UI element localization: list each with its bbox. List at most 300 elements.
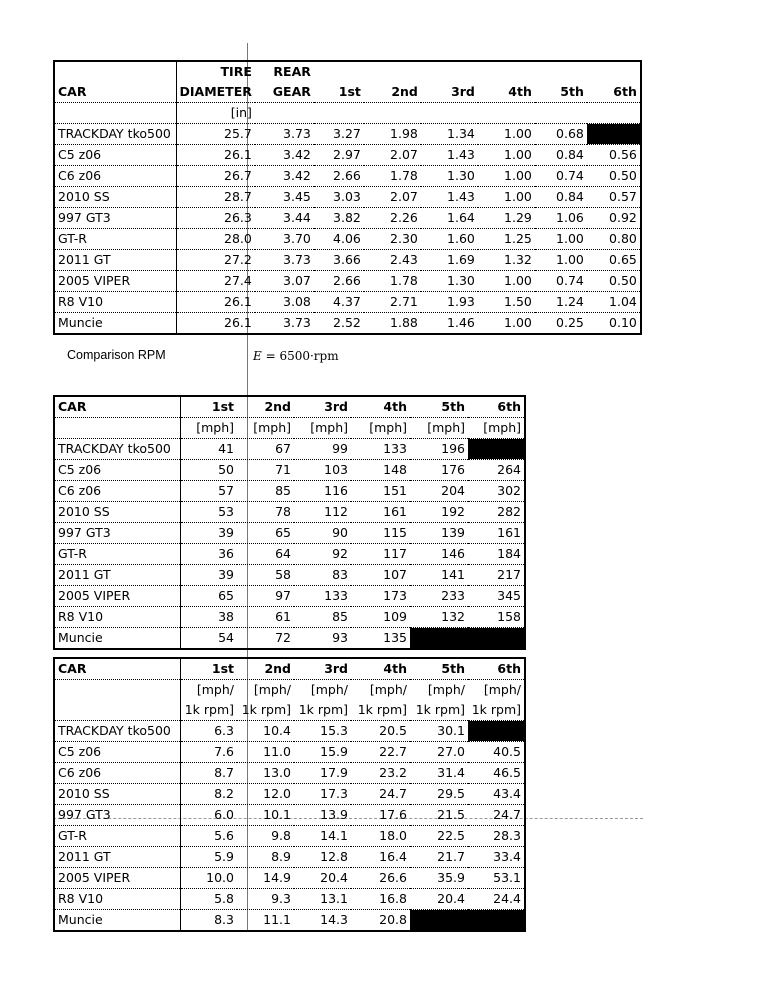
table-cell: 1.00 (478, 271, 535, 292)
table-row (54, 229, 641, 250)
table-cell: 4.37 (314, 292, 364, 313)
table-cell: [in] (176, 103, 255, 124)
table-cell: 13.9 (294, 805, 351, 826)
table-cell: 30.1 (410, 721, 468, 742)
table-cell: 90 (294, 523, 351, 544)
table-cell: 26.1 (176, 313, 255, 335)
table-cell: 1.43 (421, 145, 478, 166)
table-cell: 5th (535, 82, 587, 103)
table-cell: 22.5 (410, 826, 468, 847)
blank-cell (468, 721, 525, 742)
table-cell: 132 (410, 607, 468, 628)
table-cell: 46.5 (468, 763, 525, 784)
table-row (54, 826, 525, 847)
units-cell (54, 700, 180, 721)
table-cell: [mph] (468, 418, 525, 439)
table-cell: 26.1 (176, 145, 255, 166)
table-cell: 1k rpm] (180, 700, 237, 721)
car-name-cell: 997 GT3 (54, 208, 176, 229)
units-cell (54, 418, 180, 439)
table-cell: 1k rpm] (351, 700, 410, 721)
table-cell: 5th (410, 396, 468, 418)
table-row (54, 208, 641, 229)
table-cell: 1.04 (587, 292, 641, 313)
header-cell: CAR (54, 396, 180, 418)
table-cell: 1st (180, 396, 237, 418)
car-name-cell: R8 V10 (54, 292, 176, 313)
table-row (54, 628, 525, 650)
table-cell: 27.4 (176, 271, 255, 292)
table-cell: 173 (351, 586, 410, 607)
table-cell: 3rd (294, 396, 351, 418)
table-cell: 1.30 (421, 271, 478, 292)
table-row (54, 805, 525, 826)
table-row (54, 250, 641, 271)
table-cell: 3rd (294, 658, 351, 680)
table-cell: [mph] (294, 418, 351, 439)
table-cell: 13.1 (294, 889, 351, 910)
table-cell: 28.3 (468, 826, 525, 847)
table-cell: 24.7 (351, 784, 410, 805)
table-cell: 11.0 (237, 742, 294, 763)
table-cell: 27.0 (410, 742, 468, 763)
table-cell: 18.0 (351, 826, 410, 847)
table-cell: 1k rpm] (468, 700, 525, 721)
table-cell: 1.24 (535, 292, 587, 313)
table-cell: [mph] (237, 418, 294, 439)
table-cell: 17.6 (351, 805, 410, 826)
table-cell: 1.00 (478, 145, 535, 166)
table-cell: 85 (294, 607, 351, 628)
table-cell: 40.5 (468, 742, 525, 763)
table-cell: REAR (273, 64, 311, 79)
table-cell: 3.73 (255, 124, 314, 145)
table-row (54, 145, 641, 166)
table-cell: [mph] (351, 418, 410, 439)
blank-cell (468, 910, 525, 932)
table-cell: 3.07 (255, 271, 314, 292)
table-cell: 1.00 (535, 250, 587, 271)
table-cell: 14.3 (294, 910, 351, 932)
table-cell: 161 (351, 502, 410, 523)
table-cell: 1.00 (478, 124, 535, 145)
formula-value: = 6500·rpm (261, 349, 339, 363)
table-cell: 3.45 (255, 187, 314, 208)
table-cell: 2.66 (314, 271, 364, 292)
car-name-cell: Muncie (54, 628, 180, 650)
table-cell: 58 (237, 565, 294, 586)
table-cell: 53.1 (468, 868, 525, 889)
table-row (54, 586, 525, 607)
table-cell: 17.3 (294, 784, 351, 805)
car-name-cell: R8 V10 (54, 889, 180, 910)
table-cell: 3.70 (255, 229, 314, 250)
table-cell: 0.10 (587, 313, 641, 335)
table-cell: 148 (351, 460, 410, 481)
table-cell: 1.32 (478, 250, 535, 271)
header-cell: CAR (54, 658, 180, 680)
table-cell: 71 (237, 460, 294, 481)
table-row (54, 868, 525, 889)
table-cell: 1.00 (478, 187, 535, 208)
table-cell (314, 103, 364, 124)
car-name-cell: 2005 VIPER (54, 868, 180, 889)
table-cell: 22.7 (351, 742, 410, 763)
table-cell: 99 (294, 439, 351, 460)
table-cell: 1k rpm] (294, 700, 351, 721)
table-cell (535, 103, 587, 124)
table-cell: 85 (237, 481, 294, 502)
car-name-cell: 997 GT3 (54, 805, 180, 826)
table-cell: 3.42 (255, 166, 314, 187)
table-cell: 0.80 (587, 229, 641, 250)
table-cell: 26.3 (176, 208, 255, 229)
table-cell: 1.69 (421, 250, 478, 271)
table-cell: 3.66 (314, 250, 364, 271)
table-cell: 16.8 (351, 889, 410, 910)
table-cell: 2.97 (314, 145, 364, 166)
table-cell: 31.4 (410, 763, 468, 784)
table-cell: 24.4 (468, 889, 525, 910)
table-row (54, 292, 641, 313)
blank-cell (410, 910, 468, 932)
table-cell: 116 (294, 481, 351, 502)
table-cell: 43.4 (468, 784, 525, 805)
table-cell: 6th (468, 658, 525, 680)
table-cell: 33.4 (468, 847, 525, 868)
table-row (54, 742, 525, 763)
table-cell: 8.2 (180, 784, 237, 805)
table-row (54, 523, 525, 544)
table-cell: TIRE (220, 64, 252, 79)
table-cell: 151 (351, 481, 410, 502)
table-cell: 4th (351, 396, 410, 418)
table-cell: 1.34 (421, 124, 478, 145)
table-cell: 54 (180, 628, 237, 650)
table-cell: 12.8 (294, 847, 351, 868)
table-cell: 0.25 (535, 313, 587, 335)
table-cell: 0.56 (587, 145, 641, 166)
table-cell: 302 (468, 481, 525, 502)
table-cell (255, 103, 314, 124)
comparison-rpm-formula (253, 349, 339, 363)
blank-cell (587, 124, 641, 145)
table-cell: 1.98 (364, 124, 421, 145)
table-cell: 1.60 (421, 229, 478, 250)
table-cell: 1.78 (364, 271, 421, 292)
table-row (54, 124, 641, 145)
table-cell: 0.50 (587, 271, 641, 292)
table-cell: 204 (410, 481, 468, 502)
table-cell: 141 (410, 565, 468, 586)
table-row (54, 889, 525, 910)
table-row (54, 460, 525, 481)
table-cell: 2.43 (364, 250, 421, 271)
table-cell: 26.6 (351, 868, 410, 889)
table-cell: 0.74 (535, 271, 587, 292)
table-cell: 92 (294, 544, 351, 565)
table-cell: 38 (180, 607, 237, 628)
car-name-cell: 2011 GT (54, 250, 176, 271)
table-cell (314, 61, 364, 82)
units-row (54, 680, 525, 701)
table-row (54, 721, 525, 742)
table-cell: 1.93 (421, 292, 478, 313)
table-cell: 3.82 (314, 208, 364, 229)
table-cell: 65 (180, 586, 237, 607)
top-speed-table (53, 395, 526, 650)
table-cell: 6th (587, 82, 641, 103)
units-row (54, 103, 641, 124)
table-cell: 2.30 (364, 229, 421, 250)
table-cell: 23.2 (351, 763, 410, 784)
table-cell: 1.00 (478, 313, 535, 335)
table-cell: 3rd (421, 82, 478, 103)
table-cell: 10.1 (237, 805, 294, 826)
table-row (54, 439, 525, 460)
table-cell: 5th (410, 658, 468, 680)
car-name-cell: 2010 SS (54, 784, 180, 805)
table-cell (364, 61, 421, 82)
table-cell: GEAR (255, 82, 314, 103)
table-cell: 1.25 (478, 229, 535, 250)
table-cell: 8.9 (237, 847, 294, 868)
table-cell (587, 103, 641, 124)
table-cell: 1.50 (478, 292, 535, 313)
table-cell: 176 (410, 460, 468, 481)
table-cell: 233 (410, 586, 468, 607)
table-cell: 16.4 (351, 847, 410, 868)
header-row (54, 61, 641, 82)
table-cell: 29.5 (410, 784, 468, 805)
table-cell: 3.42 (255, 145, 314, 166)
table-cell: 78 (237, 502, 294, 523)
table-cell: 83 (294, 565, 351, 586)
table-cell (421, 103, 478, 124)
table-cell: 2.07 (364, 145, 421, 166)
car-name-cell: R8 V10 (54, 607, 180, 628)
table-cell: [mph/ (427, 682, 465, 697)
table-cell: [mph/ (369, 682, 407, 697)
table-cell: 1.30 (421, 166, 478, 187)
table-cell: 2.71 (364, 292, 421, 313)
table-cell: [mph/ (483, 682, 521, 697)
table-cell: 2.52 (314, 313, 364, 335)
table-cell: 2nd (237, 658, 294, 680)
table-cell: 3.73 (255, 250, 314, 271)
table-cell: 133 (294, 586, 351, 607)
units-cell (54, 103, 176, 124)
table-cell: 115 (351, 523, 410, 544)
table-cell: 26.7 (176, 166, 255, 187)
table-cell: 5.8 (180, 889, 237, 910)
table-cell: 264 (468, 460, 525, 481)
table-cell: 1k rpm] (237, 700, 294, 721)
table-cell: 282 (468, 502, 525, 523)
table-cell: 4th (351, 658, 410, 680)
table-cell: 184 (468, 544, 525, 565)
table-cell: 161 (468, 523, 525, 544)
table-cell: 15.9 (294, 742, 351, 763)
table-cell: 27.2 (176, 250, 255, 271)
table-cell: 5.6 (180, 826, 237, 847)
table-cell: 196 (410, 439, 468, 460)
table-cell: [mph] (410, 418, 468, 439)
table-cell: 158 (468, 607, 525, 628)
table-row (54, 763, 525, 784)
car-name-cell: TRACKDAY tko500 (54, 124, 176, 145)
table-cell (421, 61, 478, 82)
table-cell: 1.46 (421, 313, 478, 335)
table-cell: 64 (237, 544, 294, 565)
table-cell: 0.84 (535, 145, 587, 166)
table-row (54, 271, 641, 292)
table-cell: 20.4 (294, 868, 351, 889)
car-name-cell: 2005 VIPER (54, 271, 176, 292)
table-cell (478, 103, 535, 124)
table-cell: 35.9 (410, 868, 468, 889)
car-name-cell: GT-R (54, 229, 176, 250)
car-name-cell: Muncie (54, 910, 180, 932)
table-cell: 1k rpm] (410, 700, 468, 721)
table-cell: 109 (351, 607, 410, 628)
table-cell: 345 (468, 586, 525, 607)
table-cell: 36 (180, 544, 237, 565)
table-cell: 4th (478, 82, 535, 103)
table-cell: 2nd (237, 396, 294, 418)
table-cell: 28.7 (176, 187, 255, 208)
table-cell: 1.00 (535, 229, 587, 250)
table-cell: 0.65 (587, 250, 641, 271)
table-cell: 1.88 (364, 313, 421, 335)
table-cell: 6.0 (180, 805, 237, 826)
table-cell (535, 61, 587, 82)
speed-per-1k-rpm-table (53, 657, 526, 932)
car-name-cell: 2011 GT (54, 565, 180, 586)
table-cell: 103 (294, 460, 351, 481)
table-cell: 133 (351, 439, 410, 460)
table-row (54, 166, 641, 187)
table-cell: 20.8 (351, 910, 410, 932)
table-row (54, 313, 641, 335)
table-cell: 17.9 (294, 763, 351, 784)
table-cell: 2.66 (314, 166, 364, 187)
car-name-cell: TRACKDAY tko500 (54, 439, 180, 460)
table-cell: 2.26 (364, 208, 421, 229)
table-cell: 146 (410, 544, 468, 565)
car-name-cell: 2010 SS (54, 502, 180, 523)
header-row (54, 658, 525, 680)
table-cell: 1.29 (478, 208, 535, 229)
table-cell: 10.4 (237, 721, 294, 742)
table-cell: 20.5 (351, 721, 410, 742)
table-cell: 192 (410, 502, 468, 523)
table-cell: 9.8 (237, 826, 294, 847)
table-cell: 3.03 (314, 187, 364, 208)
table-cell: 6th (468, 396, 525, 418)
table-cell: [mph] (180, 418, 237, 439)
table-cell: 1.06 (535, 208, 587, 229)
table-cell: 6.3 (180, 721, 237, 742)
table-row (54, 784, 525, 805)
table-cell (587, 61, 641, 82)
table-cell: [mph/ (253, 682, 291, 697)
table-cell: 65 (237, 523, 294, 544)
table-cell: 135 (351, 628, 410, 650)
table-cell: 117 (351, 544, 410, 565)
table-cell: DIAMETER (176, 82, 255, 103)
table-cell: 0.74 (535, 166, 587, 187)
table-cell: 107 (351, 565, 410, 586)
table-cell: 50 (180, 460, 237, 481)
blank-cell (410, 628, 468, 650)
table-cell: 14.9 (237, 868, 294, 889)
comparison-rpm-label: Comparison RPM (67, 348, 166, 362)
table-cell: 39 (180, 565, 237, 586)
table-cell: 217 (468, 565, 525, 586)
table-cell: 72 (237, 628, 294, 650)
table-cell: 1st (314, 82, 364, 103)
units-row (54, 418, 525, 439)
table-cell: 13.0 (237, 763, 294, 784)
table-cell: 0.50 (587, 166, 641, 187)
car-name-cell: GT-R (54, 826, 180, 847)
table-cell: 1.78 (364, 166, 421, 187)
table-cell: 2nd (364, 82, 421, 103)
table-cell: 4.06 (314, 229, 364, 250)
table-cell: 0.57 (587, 187, 641, 208)
car-name-cell: GT-R (54, 544, 180, 565)
table-cell: 26.1 (176, 292, 255, 313)
table-cell: 2.07 (364, 187, 421, 208)
table-cell: 3.73 (255, 313, 314, 335)
table-row (54, 187, 641, 208)
car-name-cell: C5 z06 (54, 460, 180, 481)
header-row (54, 396, 525, 418)
table-cell: 67 (237, 439, 294, 460)
gear-ratio-table (53, 60, 642, 335)
units-cell (54, 680, 180, 701)
table-cell: 61 (237, 607, 294, 628)
table-cell: 10.0 (180, 868, 237, 889)
table-cell: 0.92 (587, 208, 641, 229)
table-cell: 8.3 (180, 910, 237, 932)
table-row (54, 607, 525, 628)
car-name-cell: C6 z06 (54, 763, 180, 784)
table-cell: 5.9 (180, 847, 237, 868)
table-row (54, 847, 525, 868)
table-cell: 15.3 (294, 721, 351, 742)
table-cell: 53 (180, 502, 237, 523)
table-cell: 7.6 (180, 742, 237, 763)
table-cell: 139 (410, 523, 468, 544)
table-cell: 3.44 (255, 208, 314, 229)
car-name-cell: 2005 VIPER (54, 586, 180, 607)
header-row (54, 82, 641, 103)
table-row (54, 544, 525, 565)
table-cell: 14.1 (294, 826, 351, 847)
table-cell: 57 (180, 481, 237, 502)
table-cell: 93 (294, 628, 351, 650)
header-cell (54, 61, 176, 82)
car-name-cell: C5 z06 (54, 145, 176, 166)
table-cell: 21.5 (410, 805, 468, 826)
table-cell: 9.3 (237, 889, 294, 910)
table-cell: 11.1 (237, 910, 294, 932)
blank-cell (468, 628, 525, 650)
formula-variable: E (253, 349, 262, 363)
car-name-cell: C5 z06 (54, 742, 180, 763)
